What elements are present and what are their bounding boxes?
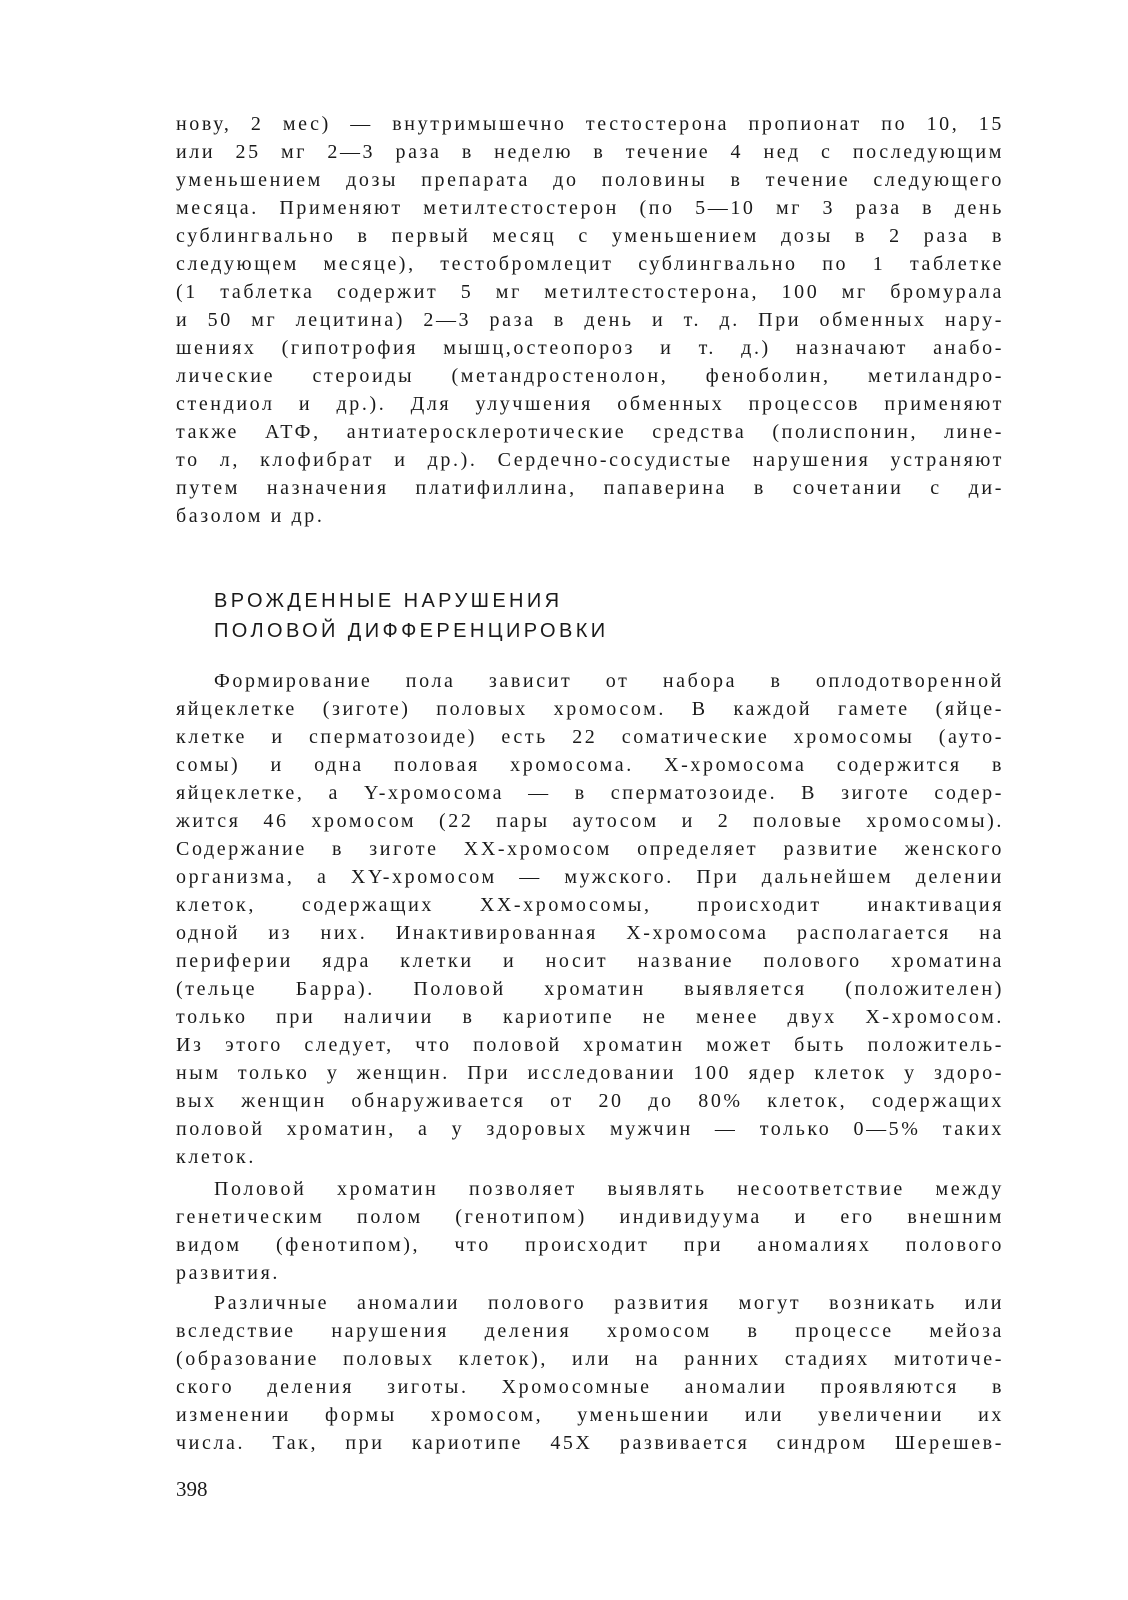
text-line: жится 46 хромосом (22 пары аутосом и 2 половые хромосомы). — [176, 810, 1004, 832]
text-line: нову, 2 мес) — внутримышечно тестостерона пропионат по 10, 15 — [176, 113, 1004, 135]
text-line: развития. — [176, 1262, 280, 1284]
text-line: также АТФ, антиатеросклеротические средства (полиспонин, лине- — [176, 421, 1004, 443]
text-line: клеток, содержащих XX-хромосомы, происходит инактивация — [176, 894, 1004, 916]
text-line: вследствие нарушения деления хромосом в процессе мейоза — [176, 1320, 1004, 1342]
text-line: Из этого следует, что половой хроматин может быть положитель- — [176, 1034, 1004, 1056]
text-line: Различные аномалии полового развития могут возникать или — [214, 1292, 1004, 1314]
text-line: путем назначения платифиллина, папаверина в сочетании с ди- — [176, 477, 1004, 499]
text-line: Половой хроматин позволяет выявлять несоответствие между — [214, 1178, 1004, 1200]
text-line: уменьшением дозы препарата до половины в течение следующего — [176, 169, 1004, 191]
text-line: генетическим полом (генотипом) индивидуума и его внешним — [176, 1206, 1004, 1228]
text-line: только при наличии в кариотипе не менее двух Х-хромосом. — [176, 1006, 1004, 1028]
section-heading-line-2: ПОЛОВОЙ ДИФФЕРЕНЦИРОВКИ — [214, 620, 609, 642]
text-line: клетке и сперматозоиде) есть 22 соматические хромосомы (ауто- — [176, 726, 1004, 748]
text-line: и 50 мг лецитина) 2—3 раза в день и т. д. При обменных нару- — [176, 309, 1004, 331]
section-heading-line-1: ВРОЖДЕННЫЕ НАРУШЕНИЯ — [214, 590, 563, 612]
text-line: видом (фенотипом), что происходит при аномалиях полового — [176, 1234, 1004, 1256]
text-line: базолом и др. — [176, 505, 325, 527]
text-line: (образование половых клеток), или на ранних стадиях митотиче- — [176, 1348, 1004, 1370]
text-line: сомы) и одна половая хромосома. Х-хромосома содержится в — [176, 754, 1004, 776]
text-line: стендиол и др.). Для улучшения обменных процессов применяют — [176, 393, 1004, 415]
text-line: изменении формы хромосом, уменьшении или увеличении их — [176, 1404, 1004, 1426]
text-line: Содержание в зиготе XX-хромосом определяет развитие женского — [176, 838, 1004, 860]
paragraph-2 — [176, 1175, 1004, 1287]
text-line: одной из них. Инактивированная Х-хромосома располагается на — [176, 922, 1004, 944]
text-line: то л, клофибрат и др.). Сердечно-сосудистые нарушения устраняют — [176, 449, 1004, 471]
text-line: половой хроматин, а у здоровых мужчин — только 0—5% таких — [176, 1118, 1004, 1140]
paragraph-3 — [176, 1289, 1004, 1457]
text-line: периферии ядра клетки и носит название полового хроматина — [176, 950, 1004, 972]
text-line: яйцеклетке (зиготе) половых хромосом. В каждой гамете (яйце- — [176, 698, 1004, 720]
text-line: лические стероиды (метандростенолон, феноболин, метиландро- — [176, 365, 1004, 387]
text-line: ным только у женщин. При исследовании 100 ядер клеток у здоро- — [176, 1062, 1004, 1084]
text-line: клеток. — [176, 1146, 256, 1168]
text-line: следующем месяце), тестобромлецит сублингвально по 1 таблетке — [176, 253, 1004, 275]
text-line: сублингвально в первый месяц с уменьшением дозы в 2 раза в — [176, 225, 1004, 247]
text-line: или 25 мг 2—3 раза в неделю в течение 4 нед с последующим — [176, 141, 1004, 163]
paragraph-top — [176, 110, 1004, 530]
section-heading — [214, 586, 914, 646]
text-line: (1 таблетка содержит 5 мг метилтестостерона, 100 мг бромурала — [176, 281, 1004, 303]
text-line: (тельце Барра). Половой хроматин выявляется (положителен) — [176, 978, 1004, 1000]
text-line: организма, а XY-хромосом — мужского. При дальнейшем делении — [176, 866, 1004, 888]
page-number: 398 — [176, 1477, 208, 1501]
text-line: числа. Так, при кариотипе 45Х развивается синдром Шерешев- — [176, 1432, 1004, 1454]
text-line: месяца. Применяют метилтестостерон (по 5—10 мг 3 раза в день — [176, 197, 1004, 219]
text-line: ского деления зиготы. Хромосомные аномалии проявляются в — [176, 1376, 1004, 1398]
text-line: вых женщин обнаруживается от 20 до 80% клеток, содержащих — [176, 1090, 1004, 1112]
paragraph-1 — [176, 667, 1004, 1171]
text-line: Формирование пола зависит от набора в оплодотворенной — [214, 670, 1004, 692]
text-line: яйцеклетке, а Y-хромосома — в сперматозоиде. В зиготе содер- — [176, 782, 1004, 804]
text-line: шениях (гипотрофия мышц,остеопороз и т. д.) назначают анабо- — [176, 337, 1004, 359]
